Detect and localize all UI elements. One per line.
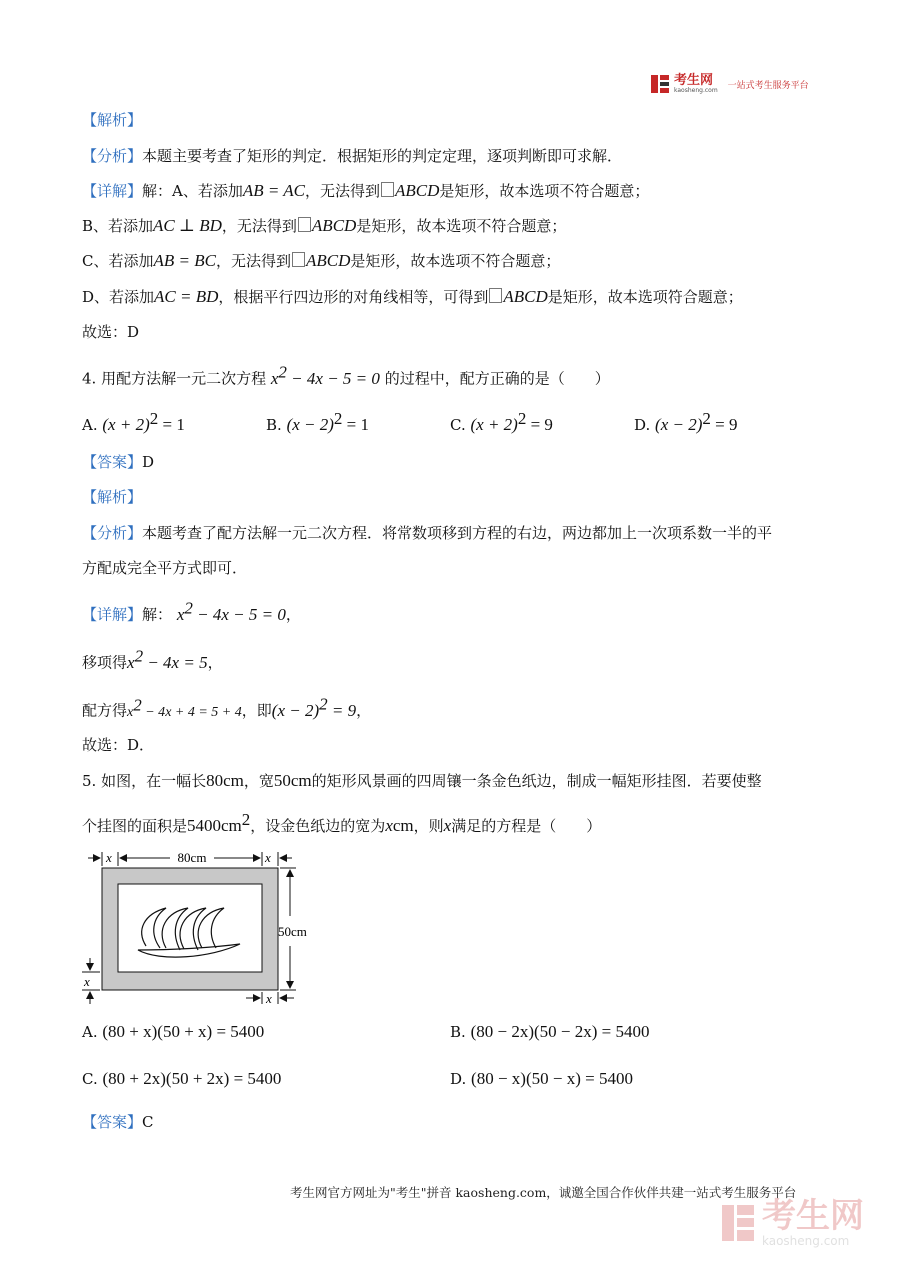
- q5-var-x: x: [385, 816, 393, 835]
- q5-var-x-2: x: [443, 816, 452, 835]
- watermark: [720, 1198, 864, 1248]
- q5-stem-2d: 满足的方程是（ ）: [451, 817, 602, 835]
- q4-conclusion: 故选：D．: [82, 736, 155, 754]
- q3-c-mid: ，无法得到: [215, 252, 291, 270]
- watermark-url: kaosheng.com: [762, 1234, 850, 1248]
- q4-option-c-rhs: = 9: [526, 415, 553, 434]
- q5-stem-1b: ，宽: [243, 772, 274, 790]
- parallelogram-symbol-icon: [298, 217, 311, 232]
- q4-stem: [82, 362, 610, 389]
- q5-stem-1c: 的矩形风景画的四周镶一条金色纸边，制成一幅矩形挂图．若要使整: [311, 772, 762, 790]
- q5-answer-value: C: [142, 1113, 154, 1131]
- q5-unit: cm: [392, 816, 414, 835]
- q3-detail-d: [82, 287, 743, 307]
- q3-conclusion: 故选：D: [82, 323, 140, 341]
- q3-d-post: 是矩形，故本选项符合题意；: [547, 288, 743, 306]
- q5-stem-2c: ，则: [413, 817, 444, 835]
- logo-url: kaosheng.com: [674, 87, 718, 94]
- q3-a-mid: ，无法得到: [305, 182, 381, 200]
- q3-c-math: AB = BC: [153, 251, 216, 270]
- q4-step1-post: ，: [285, 605, 301, 624]
- q4-step3-mid: ，即: [241, 701, 272, 720]
- q3-c-pre: C、若添加: [82, 252, 154, 270]
- q4-answer-value: D: [142, 453, 155, 471]
- q4-option-c-expr: (x + 2): [470, 415, 518, 434]
- q3-a-abcd: ABCD: [395, 181, 440, 200]
- header-logo: [650, 74, 809, 94]
- q3-detail-b: [82, 216, 566, 236]
- q4-equation: $x^2 - 4x - 5 = 0$: [270, 362, 380, 388]
- q4-option-b-label: B.: [266, 416, 282, 434]
- q4-step-3: [82, 694, 371, 723]
- q4-analysis-1: [82, 523, 772, 543]
- q4-option-c[interactable]: C. $(x + 2)^2 = 9$: [450, 409, 553, 434]
- q3-b-mid: ，无法得到: [221, 217, 297, 235]
- q3-d-math: AC = BD: [154, 287, 219, 306]
- q5-stem-2: 个挂图的面积是$5400cm^2$，设金色纸边的宽为xcm，则x满足的方程是（ ）: [82, 810, 602, 835]
- q4-step3-post: ，: [356, 701, 372, 720]
- q3-b-pre: B、若添加: [82, 217, 154, 235]
- q4-step1-pre: 解：: [142, 605, 173, 624]
- q5-option-d[interactable]: [450, 1068, 633, 1090]
- q3-d-pre: D、若添加: [82, 288, 155, 306]
- q3-jiexi-heading: 【解析】: [82, 111, 143, 129]
- q4-fenxi-tag: 【分析】: [82, 524, 143, 542]
- q3-a-post: 是矩形，故本选项不符合题意；: [439, 182, 650, 200]
- q5-option-c-expr: (80 + 2x)(50 + 2x) = 5400: [102, 1069, 282, 1088]
- q4-fenxi-1: 本题考查了配方法解一元二次方程．将常数项移到方程的右边，两边都加上一次项系数一半的平: [142, 524, 773, 542]
- q3-a-pre: 解：A、若添加: [142, 182, 243, 200]
- q4-option-d-rhs: = 9: [710, 415, 738, 434]
- q4-step3-pre: 配方得: [82, 701, 128, 720]
- q4-step1-math: $x^2 - 4x - 5 = 0$: [176, 598, 286, 624]
- q4-option-a-rhs: = 1: [158, 415, 185, 434]
- parallelogram-symbol-icon: [381, 182, 394, 197]
- watermark-logo-icon: [720, 1203, 756, 1243]
- q5-option-a-expr: (80 + x)(50 + x) = 5400: [102, 1022, 265, 1041]
- q3-detail-a: [82, 181, 649, 201]
- q3-d-abcd: ABCD: [503, 287, 548, 306]
- q3-detail-c: [82, 251, 560, 271]
- q5-stem-1: [82, 771, 762, 791]
- fig-x-top-right: x: [265, 850, 271, 865]
- q4-option-d-expr: (x − 2): [655, 415, 703, 434]
- q5-option-a-label: A.: [82, 1023, 98, 1041]
- q5-stem-2b: ，设金色纸边的宽为: [250, 817, 386, 835]
- q4-jiexi-heading: 【解析】: [82, 488, 143, 506]
- fig-x-bottom: x: [266, 991, 272, 1006]
- q3-b-post: 是矩形，故本选项不符合题意；: [356, 217, 567, 235]
- q4-step2-pre: 移项得: [82, 653, 128, 672]
- q3-xiangjie-tag: 【详解】: [82, 182, 143, 200]
- q5-width: 50cm: [273, 771, 312, 790]
- q3-analysis: [82, 146, 622, 166]
- logo-slogan: 一站式考生服务平台: [727, 80, 809, 91]
- q4-option-b[interactable]: B. $(x - 2)^2 = 1$: [266, 409, 370, 434]
- logo-name: 考生网: [674, 73, 714, 88]
- q5-option-d-expr: (80 − x)(50 − x) = 5400: [471, 1069, 633, 1088]
- q3-c-post: 是矩形，故本选项不符合题意；: [350, 252, 561, 270]
- fig-x-top-left: x: [106, 850, 112, 865]
- q5-option-c-label: C.: [82, 1070, 98, 1088]
- q3-c-abcd: ABCD: [305, 251, 351, 270]
- q4-option-d-label: D.: [634, 416, 651, 434]
- q3-fenxi-tag: 【分析】: [82, 147, 143, 165]
- q4-option-a[interactable]: A. $(x + 2)^2 = 1$: [82, 409, 185, 434]
- q3-b-math: AC ⊥ BD: [153, 216, 222, 235]
- footer-text: 考生网官方网址为"考生"拼音 kaosheng.com，诚邀全国合作伙伴共建一站式考生服务平台: [290, 1185, 797, 1200]
- q5-option-a[interactable]: [82, 1021, 264, 1043]
- q4-step3-math: $x^2 - 4x + 4 = 5 + 4$: [127, 695, 242, 720]
- q4-stem-post: 的过程中，配方正确的是（ ）: [384, 369, 610, 388]
- kaosheng-logo-icon: [650, 74, 670, 94]
- parallelogram-symbol-icon: [292, 252, 305, 267]
- q4-option-c-label: C.: [450, 416, 466, 434]
- q4-option-a-label: A.: [82, 416, 98, 434]
- q5-figure: [80, 846, 330, 1006]
- parallelogram-symbol-icon: [489, 288, 502, 303]
- fig-top-label: 80cm: [177, 850, 207, 865]
- watermark-name: 考生网: [762, 1196, 864, 1236]
- q4-step3-result: $(x - 2)^2 = 9$: [271, 694, 357, 720]
- q4-analysis-2: 方配成完全平方式即可．: [82, 559, 248, 577]
- q3-d-mid: ，根据平行四边形的对角线相等，可得到: [218, 288, 489, 306]
- q5-option-d-label: D.: [450, 1070, 467, 1088]
- q4-step-2: [82, 646, 223, 673]
- q5-answer-tag: 【答案】: [82, 1113, 143, 1131]
- q4-option-d[interactable]: D. $(x - 2)^2 = 9$: [634, 409, 738, 434]
- q4-answer-tag: 【答案】: [82, 453, 143, 471]
- q4-step-1: [82, 598, 301, 625]
- q4-answer: [82, 452, 154, 472]
- q5-option-c[interactable]: [82, 1068, 281, 1090]
- q5-stem-1a: 5. 如图，在一幅长: [82, 772, 207, 790]
- q3-a-math: AB = AC: [242, 181, 306, 200]
- fig-side-label: 50cm: [278, 924, 307, 939]
- q4-stem-pre: 4. 用配方法解一元二次方程: [82, 369, 267, 388]
- q4-step2-post: ，: [207, 653, 223, 672]
- q3-fenxi-text: 本题主要考查了矩形的判定．根据矩形的判定定理，逐项判断即可求解．: [142, 147, 623, 165]
- q5-option-b[interactable]: [450, 1021, 650, 1043]
- q3-b-abcd: ABCD: [311, 216, 357, 235]
- q5-option-b-label: B.: [450, 1023, 466, 1041]
- fig-x-left: x: [84, 974, 90, 989]
- q5-answer: [82, 1112, 154, 1132]
- q5-option-b-expr: (80 − 2x)(50 − 2x) = 5400: [470, 1022, 650, 1041]
- q5-area: 5400cm: [187, 816, 242, 835]
- q4-xiangjie-tag: 【详解】: [82, 605, 143, 624]
- q4-option-b-rhs: = 1: [342, 415, 370, 434]
- painting-area: [118, 884, 262, 972]
- q4-step2-math: $x^2 - 4x = 5$: [127, 646, 208, 672]
- q4-option-a-expr: (x + 2): [102, 415, 150, 434]
- q5-length: 80cm: [206, 771, 244, 790]
- q5-stem-2a: 个挂图的面积是: [82, 817, 188, 835]
- q4-option-b-expr: (x − 2): [286, 415, 334, 434]
